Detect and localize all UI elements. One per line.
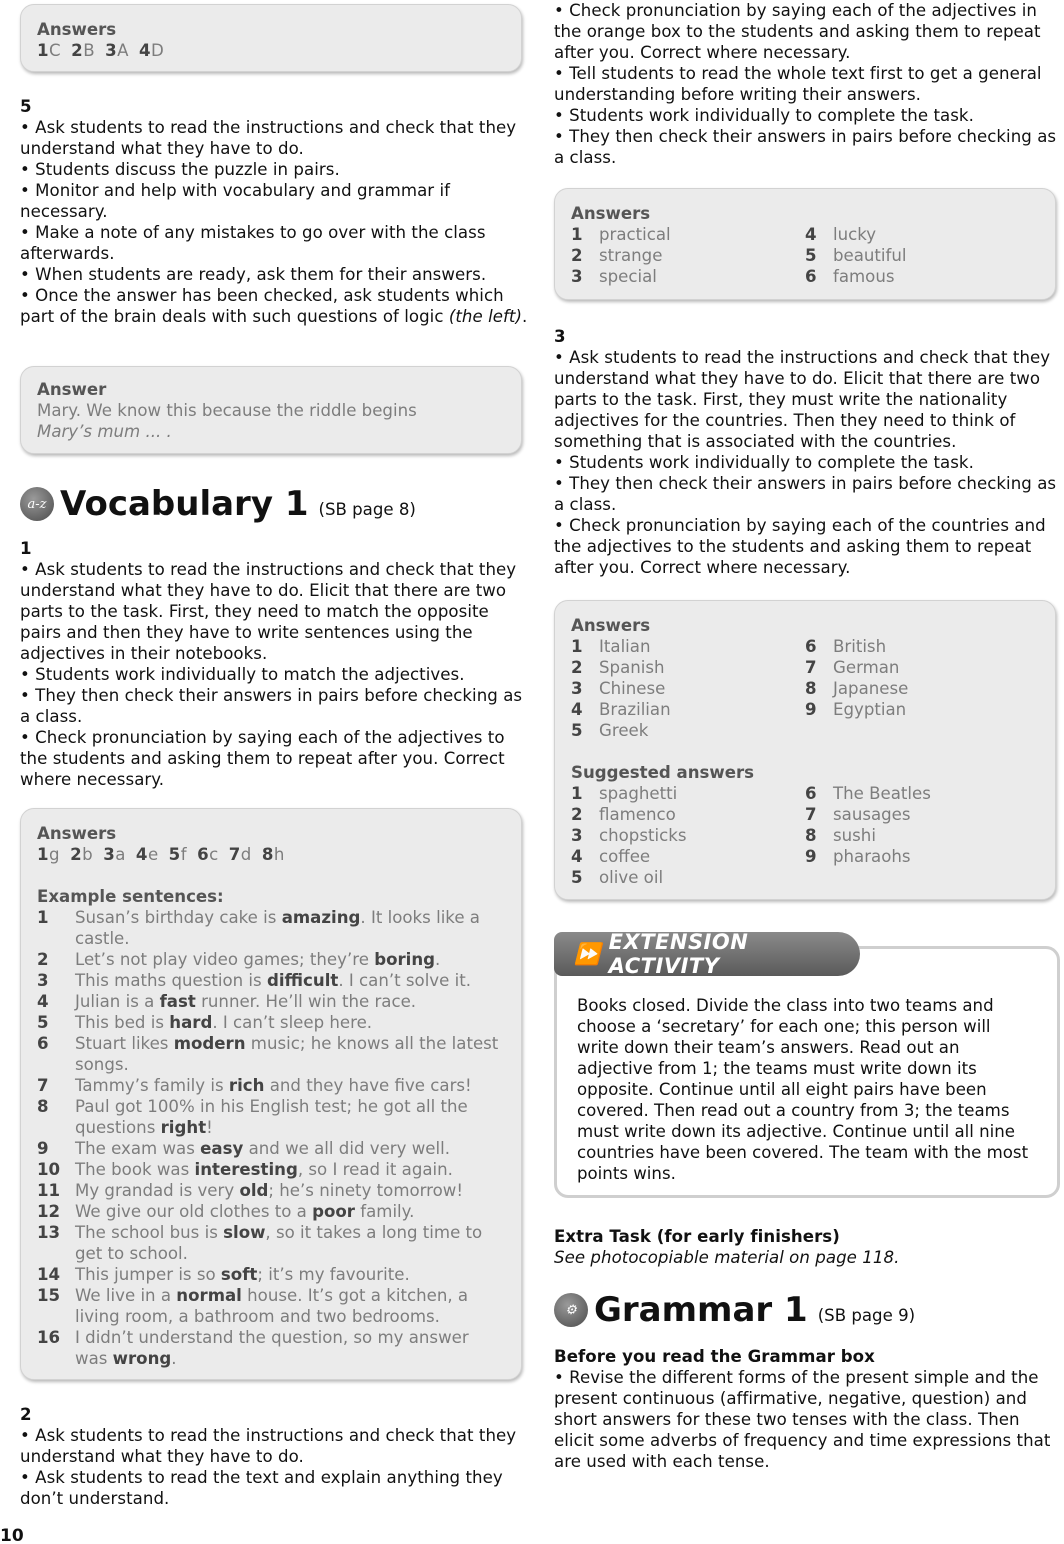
answer-item: 1C [37,41,62,60]
extra-task-text: See photocopiable material on page 118. [554,1248,900,1267]
example-sentence: 16 I didn’t understand the question, so my answer was wrong. [37,1328,469,1368]
bullet-item: • Students discuss the puzzle in pairs. [20,160,340,179]
answer-item: 6 British [805,637,887,656]
answer-item: 5 Greek [571,721,649,740]
answer-item: 3 Chinese [571,679,666,698]
answer-item: 7 sausages [805,805,911,824]
answers-label: Answers [571,616,651,635]
answer-item: 5f [168,845,188,864]
extra-task [554,1226,1062,1268]
answer-item: 3 chopsticks [571,826,687,845]
answers-inline [37,844,505,865]
answer-item: 5 olive oil [571,868,664,887]
extension-tab [554,932,860,976]
answer-line: Mary’s mum ... . [37,422,172,441]
answers-box-4 [554,188,1056,300]
answer-item: 2 strange [571,246,663,265]
bullet-item: • Check pronunciation by saying each of the adjectives in the orange box to the students and asking them to repeat after you. Correct where necessary. [554,1,1041,62]
bullet-item: • Revise the different forms of the present simple and the present continuous (affirmative, negative, question) and short answers for these two tenses with the class. Then elicit some adverbs of frequency and time expressions that are used with each tense. [554,1368,1051,1471]
bullet-list [20,1425,528,1509]
bullet-item: • Once the answer has been checked, ask students which part of the brain deals with such questions of logic (the left). [20,286,528,326]
section-5 [20,96,528,327]
answer-box-2 [20,366,522,454]
example-sentence: 15 We live in a normal house. It’s got a kitchen, a living room, a bathroom and two bedrooms. [37,1286,469,1326]
bullet-item: • Tell students to read the whole text first to get a general understanding before writing their answers. [554,64,1042,104]
answer-item: 8h [261,845,285,864]
example-sentence: 8 Paul got 100% in his English test; he got all the questions right! [37,1097,468,1137]
bullet-item: • Ask students to read the instructions and check that they understand what they have to do. [20,1426,517,1466]
example-sentence: 1 Susan’s birthday cake is amazing. It looks like a castle. [37,908,480,948]
bullet-item: • Check pronunciation by saying each of the countries and the adjectives to the students and asking them to repeat after you. Correct where necessary. [554,516,1046,577]
bullet-item: • Check pronunciation by saying each of the adjectives to the students and asking them to repeat after you. Correct where necessary. [20,728,505,789]
answer-label: Answer [37,380,107,399]
bullet-item: • When students are ready, ask them for their answers. [20,265,487,284]
bullet-item: • Ask students to read the instructions and check that they understand what they have to do. [20,118,517,158]
extra-task-title: Extra Task (for early finishers) [554,1227,840,1246]
answers-label: Answers [37,20,117,39]
answer-item: 3a [103,845,126,864]
answer-item: 1g [37,845,61,864]
example-sentence: 12 We give our old clothes to a poor family. [37,1202,415,1221]
example-sentence: 6 Stuart likes modern music; he knows all the latest songs. [37,1034,499,1074]
answer-item: 6 The Beatles [805,784,931,803]
answer-item: 9 pharaohs [805,847,911,866]
example-sentence: 11 My grandad is very old; he’s ninety tomorrow! [37,1181,464,1200]
section-3 [554,326,1062,578]
page-reference: (SB page 8) [318,499,416,519]
answers-box-3 [20,808,522,1380]
answer-item: 6 famous [805,267,895,286]
answers-grid [571,636,1039,741]
bullet-item: • Ask students to read the instructions and check that they understand what they have to do. Elicit that there are two parts to the task. First, they must write the nationality adjectives for the countries. Then they need to think of something that is associated with the countries. [554,348,1051,451]
a-z-icon: a-z [20,487,54,521]
bullet-item: • They then check their answers in pairs before checking as a class. [20,686,523,726]
example-sentence: 5 This bed is hard. I can’t sleep here. [37,1013,373,1032]
example-sentence: 13 The school bus is slow, so it takes a long time to get to school. [37,1223,483,1263]
answer-item: 9 Egyptian [805,700,907,719]
answer-item: 8 Japanese [805,679,909,698]
section-title: Vocabulary 1 [60,484,309,524]
section-number: 3 [554,327,566,346]
example-sentence: 9 The exam was easy and we all did very well. [37,1139,450,1158]
page-number: 10 [0,1526,24,1544]
answer-item: 3 special [571,267,657,286]
answer-item: 1 spaghetti [571,784,678,803]
answer-item: 1 Italian [571,637,651,656]
answer-item: 2B [71,41,96,60]
answer-item: 6c [197,845,219,864]
answers-column [805,224,1039,287]
section-title: Grammar 1 [594,1290,808,1330]
example-sentence: 10 The book was interesting, so I read it again. [37,1160,453,1179]
page-reference: (SB page 9) [817,1305,916,1325]
example-sentence: 4 Julian is a fast runner. He’ll win the race. [37,992,417,1011]
sentence-list [37,907,505,1369]
answer-item: 7d [228,845,252,864]
answers-column [571,636,805,741]
answer-item: 4e [135,845,159,864]
section-number: 5 [20,97,32,116]
bullet-item: • They then check their answers in pairs before checking as a class. [554,127,1057,167]
extension-activity [554,930,1060,1198]
answer-item: 1 practical [571,225,671,244]
bullet-list [20,117,528,285]
section-number: 1 [20,539,32,558]
answer-item: 3A [105,41,129,60]
fast-forward-icon: ⏩ [574,941,601,966]
example-sentence: 7 Tammy’s family is rich and they have five cars! [37,1076,472,1095]
example-label: Example sentences: [37,887,224,906]
extension-text: Books closed. Divide the class into two teams and choose a ‘secretary’ for each one; this person will write down their team’s answers. Read out an adjective from 1; the teams must write down its opposite. Continue until all eight pairs have been covered. Then read out a country from 3; the teams must write down its adjective. Continue until all nine countries have been covered. The team with the most points wins. [577,996,1029,1183]
bullet-item: • They then check their answers in pairs before checking as a class. [554,474,1057,514]
example-sentence: 2 Let’s not play video games; they’re boring. [37,950,441,969]
section-number: 2 [20,1405,32,1424]
answers-column [571,783,805,888]
grammar-section [554,1346,1062,1472]
answer-item: 5 beautiful [805,246,907,265]
bullet-list [554,0,1062,168]
bullet-item: • Students work individually to complete the task. [554,453,974,472]
answers-column [805,783,1039,888]
answer-line: Mary. We know this because the riddle begins [37,401,417,420]
bullet-item: • Make a note of any mistakes to go over with the class afterwards. [20,223,486,263]
answer-item: 4D [138,41,165,60]
extension-title: EXTENSION ACTIVITY [608,930,749,978]
answer-item: 4 Brazilian [571,700,671,719]
example-sentence: 14 This jumper is so soft; it’s my favourite. [37,1265,410,1284]
answer-item: 4 lucky [805,225,877,244]
bullet-item: • Monitor and help with vocabulary and grammar if necessary. [20,181,451,221]
answer-item: 2 Spanish [571,658,665,677]
answers-box-1 [20,4,522,72]
answer-item: 7 German [805,658,900,677]
gear-icon: ⚙ [554,1293,588,1327]
answers-inline [37,40,505,61]
bullet-list [554,347,1062,578]
answers-column [571,224,805,287]
suggested-label: Suggested answers [571,763,755,782]
bullet-item: • Ask students to read the instructions and check that they understand what they have to do. Elicit that there are two parts to the task. First, they need to match the opposite pairs and then they have to write sentences using the adjectives in their notebooks. [20,560,517,663]
section-1 [20,538,528,790]
vocabulary-header [20,484,416,524]
answers-grid [571,224,1039,287]
answer-item: 2b [70,845,94,864]
answer-item: 8 sushi [805,826,876,845]
answers-label: Answers [571,204,651,223]
answers-box-5 [554,600,1056,900]
answer-item: 2 flamenco [571,805,676,824]
bullet-item: • Students work individually to match the adjectives. [20,665,465,684]
extension-box [554,946,1060,1198]
section-2 [20,1404,528,1509]
bullet-item: • Students work individually to complete the task. [554,106,974,125]
example-sentence: 3 This maths question is difficult. I can’t solve it. [37,971,471,990]
grammar-subtitle: Before you read the Grammar box [554,1347,875,1366]
answer-item: 4 coffee [571,847,651,866]
bullet-list [20,559,528,790]
answers-column [805,636,1039,741]
answers-label: Answers [37,824,117,843]
bullet-item: • Ask students to read the text and explain anything they don’t understand. [20,1468,503,1508]
grammar-header [554,1290,915,1330]
suggested-grid [571,783,1039,888]
